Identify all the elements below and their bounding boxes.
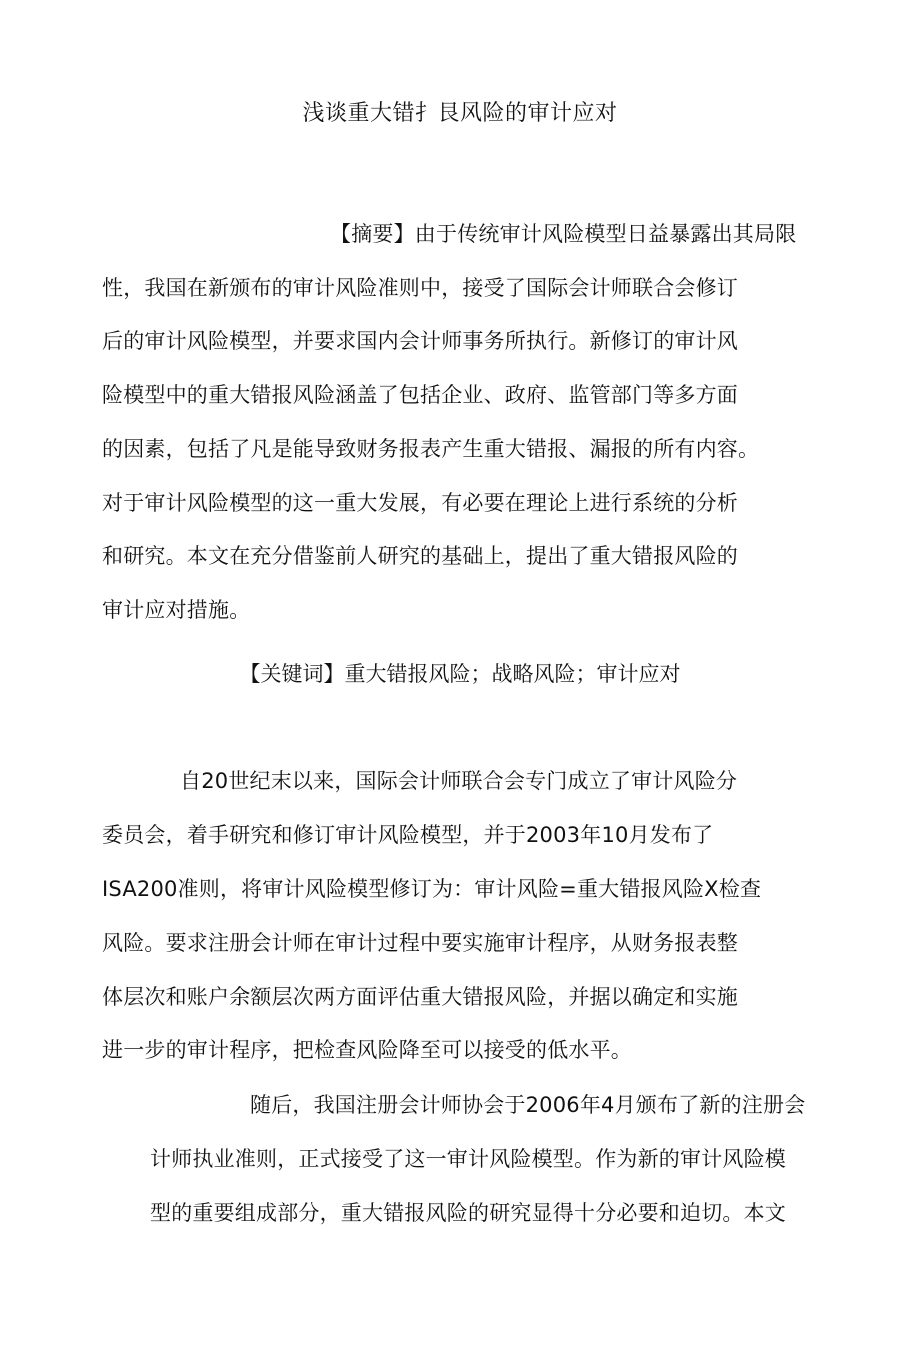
- keywords-line: 【关键词】重大错报风险；战略风险；审计应对: [239, 662, 681, 686]
- paragraph-line: 随后，我国注册会计师协会于2006年4月颁布了新的注册会: [250, 1093, 806, 1117]
- abstract-line: 险模型中的重大错报风险涵盖了包括企业、政府、监管部门等多方面: [102, 383, 738, 407]
- paragraph-line: ISA200准则，将审计风险模型修订为：审计风险=重大错报风险X检查: [102, 877, 762, 901]
- paragraph-line: 型的重要组成部分，重大错报风险的研究显得十分必要和迫切。本文: [150, 1201, 786, 1225]
- abstract-line: 性，我国在新颁布的审计风险准则中，接受了国际会计师联合会修订: [102, 276, 738, 300]
- abstract-line: 和研究。本文在充分借鉴前人研究的基础上，提出了重大错报风险的: [102, 544, 738, 568]
- paragraph-line: 进一步的审计程序，把检查风险降至可以接受的低水平。: [102, 1038, 632, 1062]
- abstract-line: 后的审计风险模型，并要求国内会计师事务所执行。新修订的审计风: [102, 329, 738, 353]
- abstract-line: 的因素，包括了凡是能导致财务报表产生重大错报、漏报的所有内容。: [102, 437, 760, 461]
- paragraph-line: 委员会，着手研究和修订审计风险模型，并于2003年10月发布了: [102, 823, 714, 847]
- abstract-line: 对于审计风险模型的这一重大发展，有必要在理论上进行系统的分析: [102, 491, 738, 515]
- document-title: 浅谈重大错扌艮风险的审计应对: [302, 101, 618, 126]
- paragraph-line: 风险。要求注册会计师在审计过程中要实施审计程序，从财务报表整: [102, 931, 738, 955]
- paragraph-line: 计师执业准则，正式接受了这一审计风险模型。作为新的审计风险模: [150, 1147, 786, 1171]
- paragraph-line: 体层次和账户余额层次两方面评估重大错报风险，并据以确定和实施: [102, 985, 738, 1009]
- paragraph-line: 自20世纪末以来，国际会计师联合会专门成立了审计风险分: [180, 769, 738, 793]
- abstract-line: 审计应对措施。: [102, 598, 251, 622]
- abstract-line: 【摘要】由于传统审计风险模型日益暴露出其局限: [330, 222, 797, 246]
